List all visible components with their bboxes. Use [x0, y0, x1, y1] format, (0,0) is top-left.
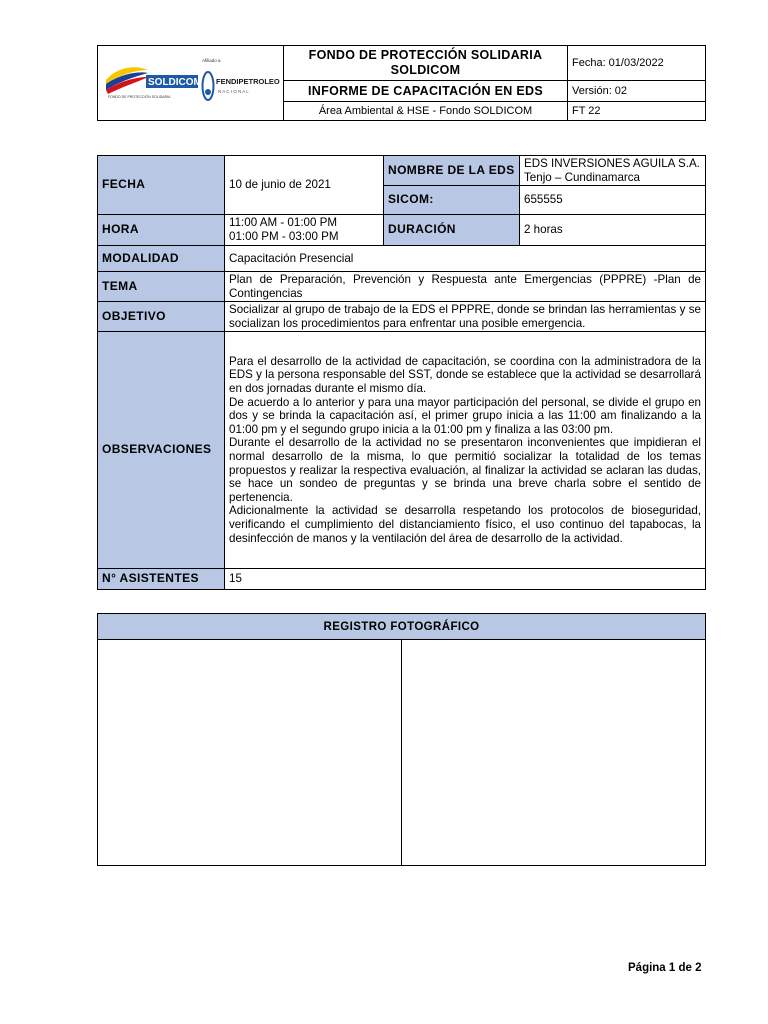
sicom-value: 655555 [520, 186, 706, 215]
observaciones-paragraph-1: Para el desarrollo de la actividad de capacitación, se coordina con la administradora de la EDS y la persona responsable del SST, donde se establece que la actividad se desarrollará en dos jornadas durante el mismo día. [229, 354, 701, 396]
svg-text:FENDIPETROLEO: FENDIPETROLEO [216, 77, 280, 86]
header-title [284, 46, 568, 81]
duracion-label: DURACIÓN [384, 215, 520, 246]
hora-line1: 11:00 AM - 01:00 PM [229, 216, 338, 230]
header-title-line2: SOLDICOM [390, 63, 461, 78]
observaciones-paragraph-4: Adicionalmente la actividad se desarrolla respetando los protocolos de bioseguridad, verificando el cumplimiento del distanciamiento físico, el uso continuo del tapabocas, la desinfección de manos y la ventilación del área de desarrollo de la actividad. [229, 504, 701, 545]
modalidad-value: Capacitación Presencial [225, 246, 706, 272]
asistentes-value: 15 [225, 569, 706, 590]
photo-slot-right [402, 640, 706, 866]
tema-label: TEMA [98, 272, 225, 302]
tema-value: Plan de Preparación, Prevención y Respuesta ante Emergencias (PPPRE) -Plan de Contingencias [225, 272, 706, 302]
nombre-eds-line1: EDS INVERSIONES AGUILA S.A. [524, 156, 700, 170]
svg-text:N A C I O N A L: N A C I O N A L [218, 89, 249, 94]
svg-text:FONDO DE PROTECCIÓN SOLIDARIA: FONDO DE PROTECCIÓN SOLIDARIA [108, 95, 171, 99]
objetivo-label: OBJETIVO [98, 302, 225, 332]
training-info-table [97, 155, 706, 590]
objetivo-value: Socializar al grupo de trabajo de la EDS el PPPRE, donde se brindan las herramientas y se socializan los procedimientos para enfrentar una posible emergencia. [225, 302, 706, 332]
svg-text:Afiliado a: Afiliado a [202, 58, 221, 63]
hora-line2: 01:00 PM - 03:00 PM [229, 230, 339, 243]
drop-icon [203, 72, 214, 100]
page-number: Página 1 de 2 [628, 962, 702, 974]
header-version: Versión: 02 [568, 81, 706, 101]
nombre-eds-line2: Tenjo – Cundinamarca [524, 170, 641, 184]
fecha-label: FECHA [98, 156, 225, 215]
nombre-eds-value [520, 156, 706, 186]
svg-text:SOLDICOM: SOLDICOM [148, 77, 202, 88]
document-header [97, 45, 706, 121]
nombre-eds-label: NOMBRE DE LA EDS [384, 156, 520, 186]
observaciones-paragraph-3: Durante el desarrollo de la actividad no se presentaron inconvenientes que impidieran el normal desarrollo de la misma, lo que permitió socializar la totalidad de los temas propuestos y realizar la respectiva evaluación, al finalizar la actividad se aclaran las dudas, se hace un sondeo de preguntas y se brinda una breve charla sobre el sentido de pertenencia. [229, 436, 701, 504]
duracion-value: 2 horas [520, 215, 706, 246]
photo-record-table [97, 613, 706, 866]
sicom-label: SICOM: [384, 186, 520, 215]
asistentes-label: N° ASISTENTES [98, 569, 225, 590]
header-date: Fecha: 01/03/2022 [568, 46, 706, 81]
soldicom-logo [98, 46, 284, 120]
hora-value [225, 215, 384, 246]
photo-slot-left [98, 640, 402, 866]
header-title-line1: FONDO DE PROTECCIÓN SOLIDARIA [308, 48, 543, 63]
photo-record-header: REGISTRO FOTOGRÁFICO [98, 614, 706, 640]
header-area: Área Ambiental & HSE - Fondo SOLDICOM [284, 101, 568, 120]
observaciones-label: OBSERVACIONES [98, 332, 225, 569]
logo-area [98, 46, 284, 121]
report-title: INFORME DE CAPACITACIÓN EN EDS [284, 81, 568, 101]
observaciones-value [225, 332, 706, 569]
hora-label: HORA [98, 215, 225, 246]
modalidad-label: MODALIDAD [98, 246, 225, 272]
header-code: FT 22 [568, 101, 706, 120]
fecha-value: 10 de junio de 2021 [225, 156, 384, 215]
observaciones-paragraph-2: De acuerdo a lo anterior y para una mayor participación del personal, se divide el grupo en dos y se brinda la capacitación así, el primer grupo inicia a las 11:00 am finalizando a la 01:00 pm y el segundo grupo inicia a la 01:00 pm y finaliza a las 03:00 pm. [229, 395, 701, 436]
